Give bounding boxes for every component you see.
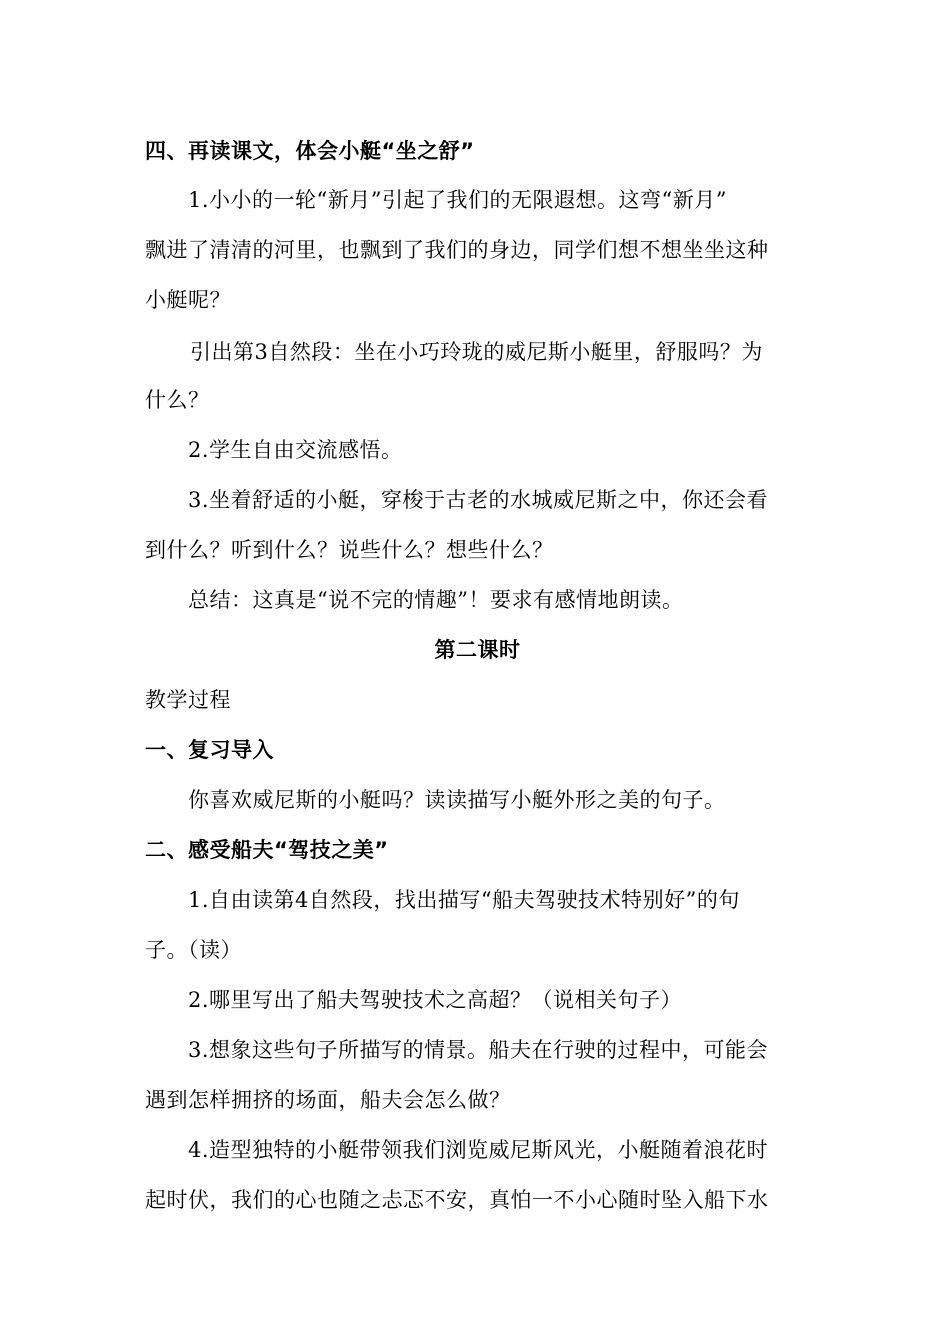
paragraph-line: 遇到怎样拥挤的场面，船夫会怎么做？ (145, 1088, 511, 1112)
section-heading-skill: 二、感受船夫“驾技之美” (145, 838, 389, 862)
process-label: 教学过程 (145, 688, 231, 712)
lesson-title: 第二课时 (434, 638, 521, 662)
paragraph-line: 子。（读） (145, 938, 242, 962)
section-heading-reread: 四、再读课文，体会小艇“坐之舒” (145, 139, 475, 163)
section-heading-review: 一、复习导入 (145, 738, 274, 762)
paragraph-line: 1.小小的一轮“新月”引起了我们的无限遐想。这弯“新月” (188, 188, 727, 212)
paragraph-line: 到什么？听到什么？说些什么？想些什么？ (145, 538, 554, 562)
paragraph-line: 什么？ (145, 388, 210, 412)
paragraph-line: 你喜欢威尼斯的小艇吗？读读描写小艇外形之美的句子。 (188, 788, 726, 812)
paragraph-line: 小艇呢？ (145, 288, 231, 312)
paragraph-line: 起时伏，我们的心也随之忐忑不安，真怕一不小心随时坠入船下水 (145, 1188, 769, 1212)
paragraph-line: 3.想象这些句子所描写的情景。船夫在行驶的过程中，可能会 (188, 1038, 769, 1062)
summary-line: 总结：这真是“说不完的情趣”！要求有感情地朗读。 (188, 588, 684, 612)
paragraph-line: 2.学生自由交流感悟。 (188, 438, 403, 462)
paragraph-line: 4.造型独特的小艇带领我们浏览威尼斯风光，小艇随着浪花时 (188, 1138, 769, 1162)
paragraph-line: 引出第3自然段：坐在小巧玲珑的威尼斯小艇里，舒服吗？为 (190, 340, 763, 364)
paragraph-line: 飘进了清清的河里，也飘到了我们的身边，同学们想不想坐坐这种 (145, 238, 769, 262)
paragraph-line: 3.坐着舒适的小艇，穿梭于古老的水城威尼斯之中，你还会看 (188, 488, 769, 512)
paragraph-line: 1.自由读第4自然段，找出描写“船夫驾驶技术特别好”的句 (188, 888, 740, 912)
paragraph-line: 2.哪里写出了船夫驾驶技术之高超？（说相关句子） (188, 988, 683, 1012)
